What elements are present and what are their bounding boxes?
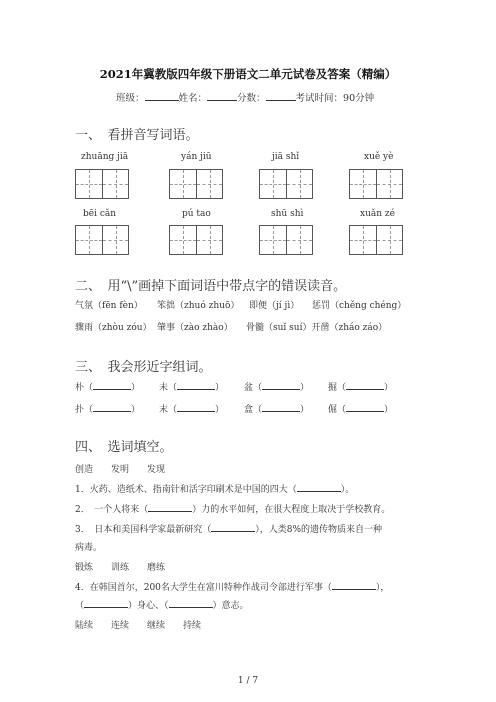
name-label: 姓名：	[178, 93, 208, 104]
pinyin-7: shū shì	[271, 209, 304, 219]
name-blank[interactable]	[207, 90, 237, 101]
question-3-cont: 病毒。	[75, 543, 103, 553]
class-label: 班级：	[116, 93, 145, 104]
pinyin-8: xuǎn zé	[360, 209, 395, 219]
question-4-cont: （ ）身心、（ ）意志。	[75, 598, 249, 611]
similar-char-6: 末（ ）	[159, 402, 224, 415]
question-2: 2． 一个人将来（ ）力的水平如何，在很大程度上取决于学校教育。	[75, 502, 390, 515]
pinyin-3: jiā shǐ	[272, 152, 300, 162]
answer-blank[interactable]	[84, 598, 128, 608]
answer-blank[interactable]	[177, 402, 215, 412]
writing-grid-3[interactable]	[259, 169, 313, 199]
writing-grid-6[interactable]	[169, 225, 223, 255]
similar-char-2: 未（ ）	[159, 380, 224, 393]
section2-heading: 二、 用“\”画掉下面词语中带点字的错误读音。	[75, 279, 347, 294]
pronunciation-item-7: 骨髓（suǐ suí）开凿（zháo záo）	[246, 323, 388, 333]
similar-char-8: 倔（ ）	[328, 402, 393, 415]
pronunciation-item-6: 肇事（zào zhào）	[157, 323, 233, 333]
pronunciation-item-5: 骤雨（zhòu zóu）	[75, 323, 152, 333]
answer-blank[interactable]	[148, 502, 192, 512]
answer-blank[interactable]	[262, 380, 300, 390]
similar-char-3: 盆（ ）	[244, 380, 309, 393]
word-bank-2: 锻炼 训练 磨练	[75, 563, 166, 573]
answer-blank[interactable]	[297, 482, 341, 492]
answer-blank[interactable]	[262, 402, 300, 412]
similar-char-7: 盒（ ）	[244, 402, 309, 415]
page-number: 1 / 7	[237, 676, 259, 686]
pinyin-6: pú tao	[182, 209, 211, 219]
pronunciation-item-3: 即便（jí jì）	[249, 301, 300, 311]
similar-char-4: 掘（ ）	[328, 380, 393, 393]
writing-grid-5[interactable]	[75, 225, 129, 255]
answer-blank[interactable]	[332, 580, 376, 590]
score-label: 分数：	[237, 93, 266, 104]
writing-grid-2[interactable]	[169, 169, 223, 199]
writing-grid-4[interactable]	[349, 169, 403, 199]
time-label: 考试时间：90分钟	[295, 93, 375, 104]
similar-char-1: 朴（ ）	[75, 380, 140, 393]
word-bank-1: 创造 发明 发现	[75, 465, 166, 475]
pinyin-2: yán jiū	[181, 152, 212, 162]
section1-heading: 一、 看拼音写词语。	[75, 128, 199, 143]
word-bank-3: 陆续 连续 继续 持续	[75, 621, 202, 631]
question-1: 1．火药、造纸术、指南针和活字印刷术是中国的四大（ ）。	[75, 482, 354, 495]
pinyin-1: zhuāng jiā	[81, 152, 129, 162]
answer-blank[interactable]	[177, 380, 215, 390]
pinyin-4: xuě yè	[364, 152, 394, 162]
pronunciation-item-1: 气氛（fēn fèn）	[75, 301, 143, 311]
score-blank[interactable]	[266, 90, 296, 101]
writing-grid-8[interactable]	[349, 225, 403, 255]
pronunciation-item-2: 笨拙（zhuó zhuō）	[157, 301, 240, 311]
question-3: 3． 日本和美国科学家最新研究（ ），人类8%的遗传物质来自一种	[75, 522, 382, 535]
section4-heading: 四、 选词填空。	[75, 440, 173, 455]
class-blank[interactable]	[145, 90, 179, 101]
pronunciation-item-4: 惩罚（chěng chéng）	[312, 301, 407, 311]
pinyin-5: bēi cǎn	[83, 209, 117, 219]
answer-blank[interactable]	[211, 522, 255, 532]
answer-blank[interactable]	[93, 380, 131, 390]
answer-blank[interactable]	[93, 402, 131, 412]
student-info	[116, 90, 374, 104]
writing-grid-7[interactable]	[259, 225, 313, 255]
answer-blank[interactable]	[346, 380, 384, 390]
section3-heading: 三、 我会形近字组词。	[75, 360, 212, 375]
answer-blank[interactable]	[169, 598, 213, 608]
question-4: 4．在韩国首尔，200名大学生在富川特种作战司令部进行军事（ ），	[75, 580, 389, 593]
writing-grid-1[interactable]	[75, 169, 129, 199]
answer-blank[interactable]	[346, 402, 384, 412]
page-title: 2021年冀教版四年级下册语文二单元试卷及答案（精编）	[99, 67, 397, 81]
similar-char-5: 扑（ ）	[75, 402, 140, 415]
